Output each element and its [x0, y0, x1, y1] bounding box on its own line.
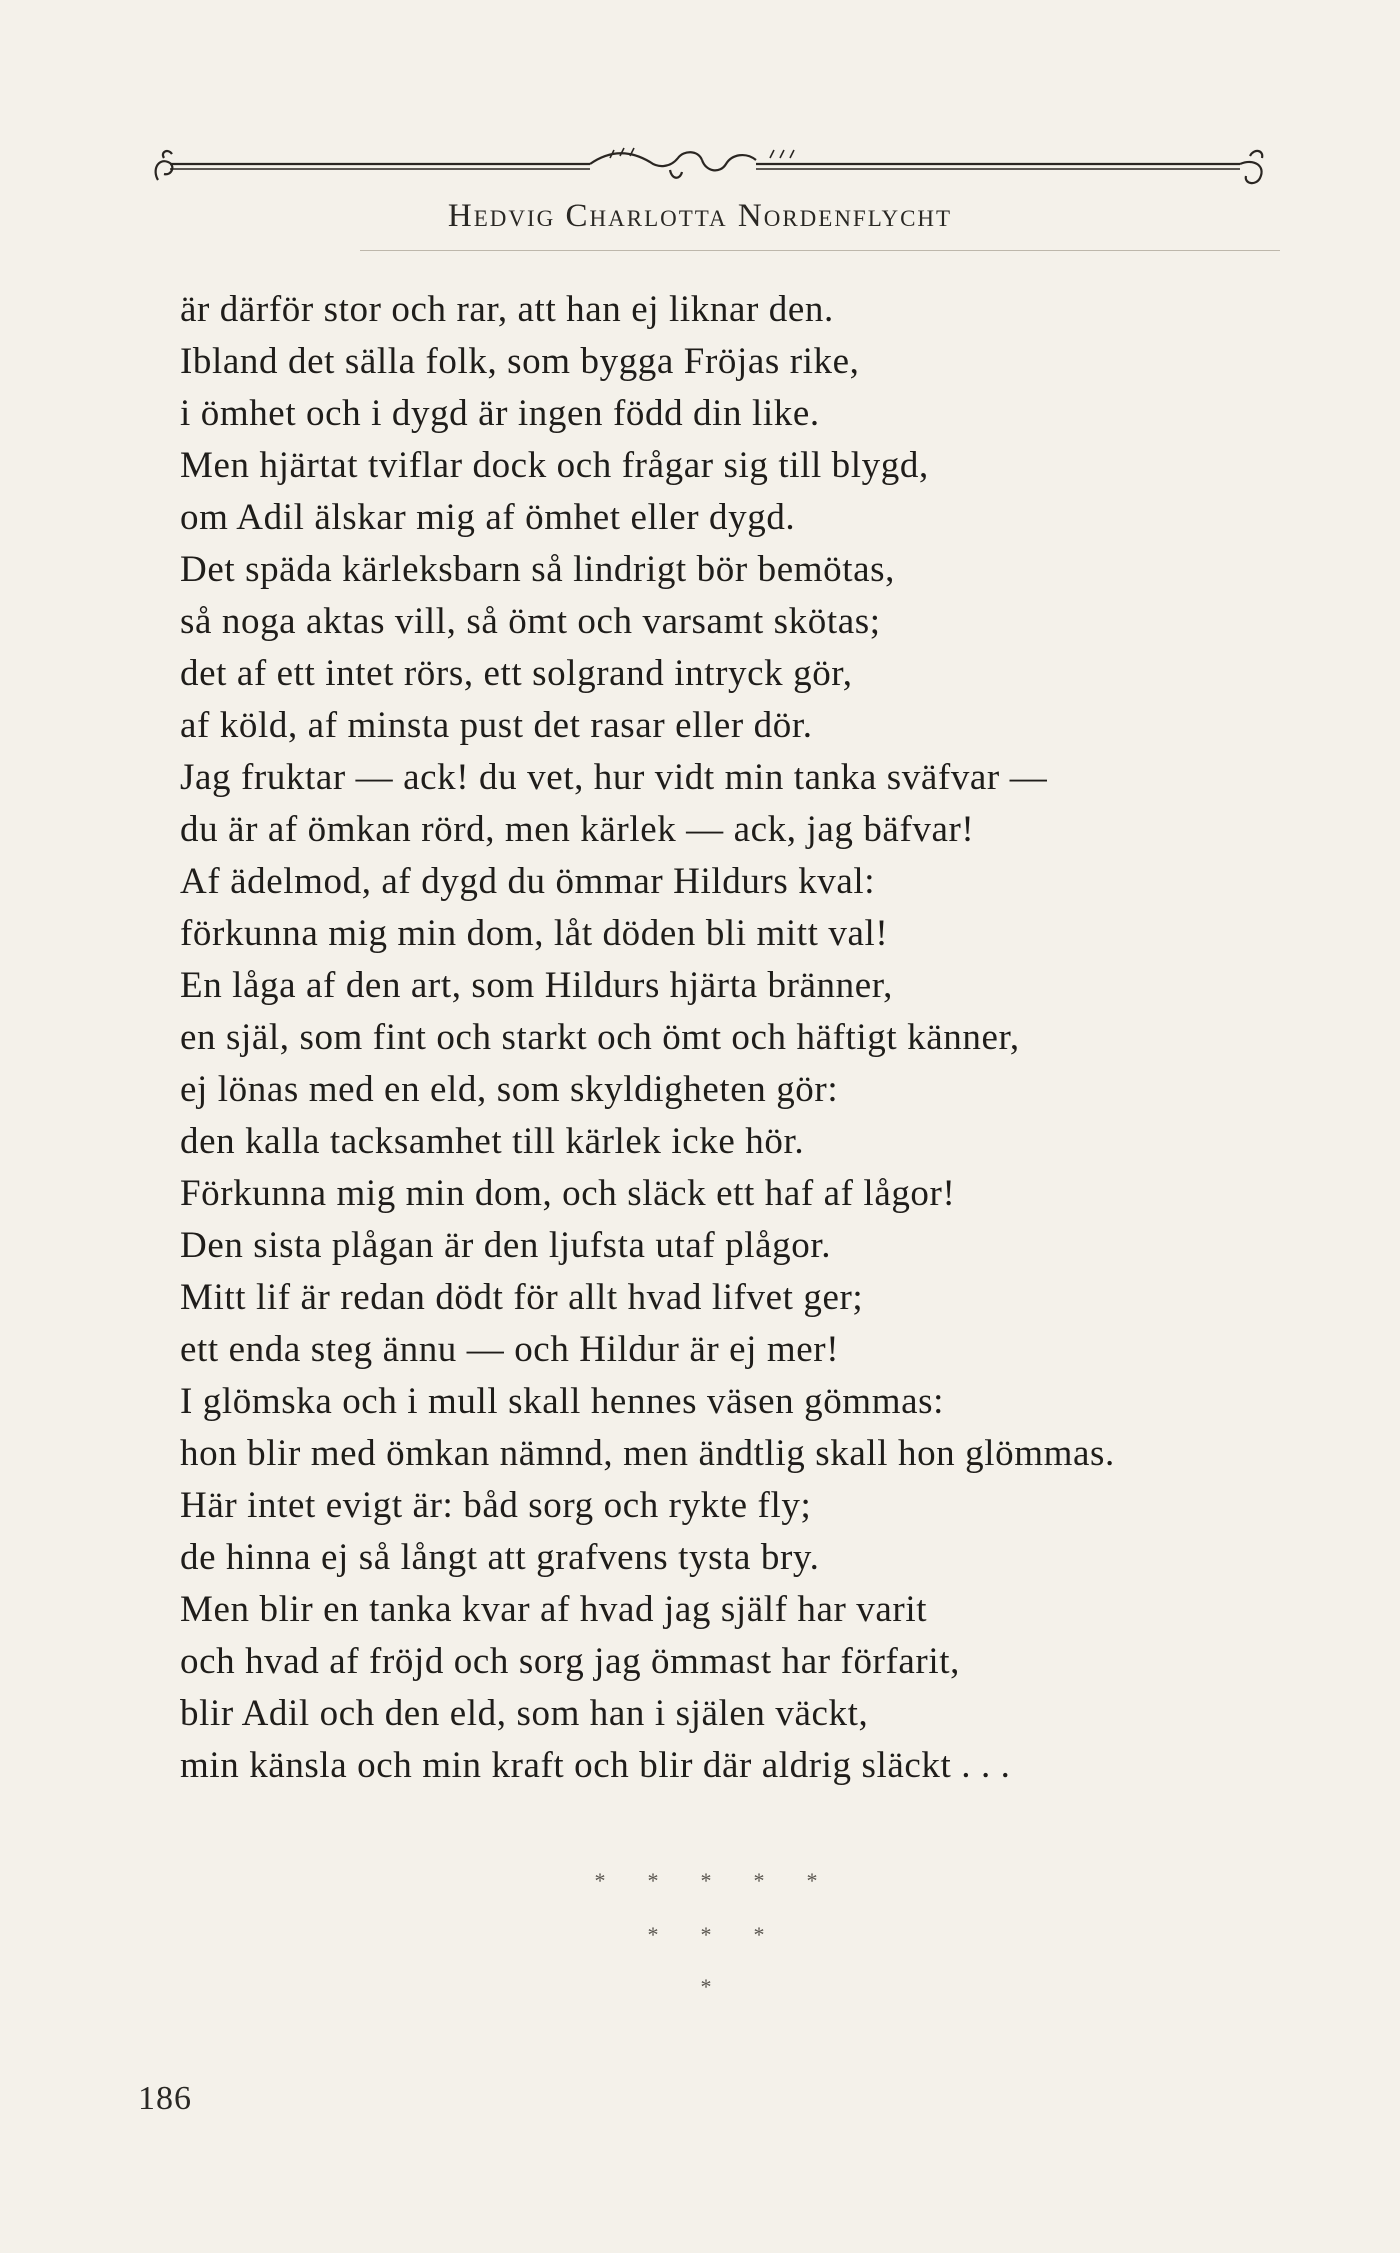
page-number: 186 — [138, 2080, 192, 2117]
poem-line: Den sista plågan är den ljufsta utaf plågor. — [180, 1225, 832, 1266]
poem-line: och hvad af fröjd och sorg jag ömmast har förfarit, — [180, 1641, 960, 1682]
asterism-star-icon: * — [753, 1868, 765, 1893]
poem-line: Här intet evigt är: båd sorg och rykte fly; — [180, 1485, 812, 1526]
poem-line: I glömska och i mull skall hennes väsen gömmas: — [180, 1381, 944, 1422]
poem-line: En låga af den art, som Hildurs hjärta bränner, — [180, 965, 894, 1006]
poem-line: min känsla och min kraft och blir där aldrig släckt . . . — [180, 1745, 1011, 1786]
poem-line: ett enda steg ännu — och Hildur är ej mer! — [180, 1329, 840, 1370]
section-break-row-2 — [6, 1922, 1400, 1948]
poem-line: ej lönas med en eld, som skyldigheten gör: — [180, 1069, 839, 1110]
poem-line: Det späda kärleksbarn så lindrigt bör bemötas, — [180, 549, 895, 590]
poem-line: är därför stor och rar, att han ej liknar den. — [180, 289, 834, 330]
poem-line: Förkunna mig min dom, och släck ett haf af lågor! — [180, 1173, 956, 1214]
poem-line: du är af ömkan rörd, men kärlek — ack, jag bäfvar! — [180, 809, 975, 850]
asterism-star-icon: * — [700, 1868, 712, 1893]
poem-line: af köld, af minsta pust det rasar eller dör. — [180, 705, 813, 746]
header-divider — [360, 250, 1280, 251]
poem-line: blir Adil och den eld, som han i själen väckt, — [180, 1693, 869, 1734]
asterism-star-icon: * — [700, 1974, 712, 1999]
running-header-author: Hedvig Charlotta Nordenflycht — [447, 198, 953, 234]
header-ornament-icon — [150, 140, 1275, 200]
poem-line: Af ädelmod, af dygd du ömmar Hildurs kval: — [180, 861, 876, 902]
poem-text — [180, 284, 1300, 1792]
asterism-star-icon: * — [647, 1868, 659, 1893]
poem-line: hon blir med ömkan nämnd, men ändtlig skall hon glömmas. — [180, 1433, 1115, 1474]
poem-line: förkunna mig min dom, låt döden bli mitt val! — [180, 913, 889, 954]
poem-line: Men blir en tanka kvar af hvad jag själf har varit — [180, 1589, 928, 1630]
asterism-star-icon: * — [647, 1922, 659, 1947]
poem-line: Jag fruktar — ack! du vet, hur vidt min tanka sväfvar — — [180, 757, 1048, 798]
section-break-row-1 — [6, 1868, 1400, 1894]
poem-line: Mitt lif är redan dödt för allt hvad lifvet ger; — [180, 1277, 864, 1318]
poem-line: om Adil älskar mig af ömhet eller dygd. — [180, 497, 796, 538]
poem-line: den kalla tacksamhet till kärlek icke hör. — [180, 1121, 805, 1162]
poem-line: Men hjärtat tviflar dock och frågar sig till blygd, — [180, 445, 929, 486]
asterism-star-icon: * — [753, 1922, 765, 1947]
asterism-star-icon: * — [806, 1868, 818, 1893]
poem-line: i ömhet och i dygd är ingen född din like. — [180, 393, 820, 434]
poem-line: en själ, som fint och starkt och ömt och häftigt känner, — [180, 1017, 1020, 1058]
asterism-star-icon: * — [594, 1868, 606, 1893]
poem-line: det af ett intet rörs, ett solgrand intryck gör, — [180, 653, 853, 694]
poem-line: så noga aktas vill, så ömt och varsamt skötas; — [180, 601, 881, 642]
poem-line: Ibland det sälla folk, som bygga Fröjas rike, — [180, 341, 860, 382]
poem-line: de hinna ej så långt att grafvens tysta bry. — [180, 1537, 820, 1578]
section-break-row-3 — [6, 1974, 1400, 2000]
asterism-star-icon: * — [700, 1922, 712, 1947]
